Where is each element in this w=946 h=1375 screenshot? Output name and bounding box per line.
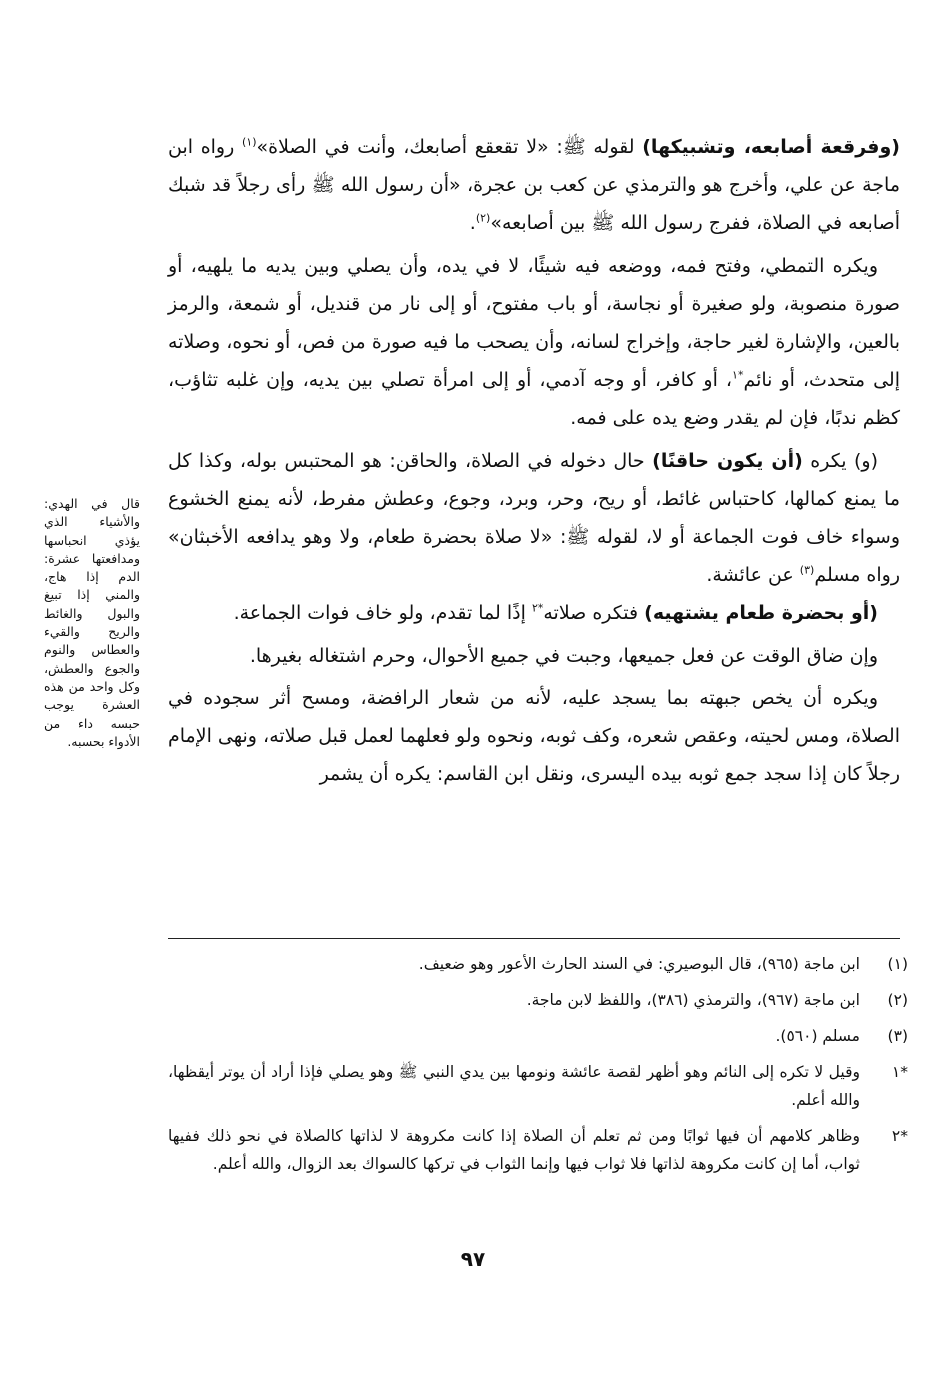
footnote-number: (١) [887, 955, 908, 973]
page-number: ٩٧ [460, 1247, 486, 1271]
footnote-text: مسلم (٥٦٠). [775, 1027, 860, 1045]
main-text [168, 128, 900, 793]
footnote-ref: (١) [241, 135, 257, 149]
bold-heading: (أن يكون حاقنًا) [652, 449, 803, 472]
bold-heading: (أو بحضرة طعام يشتهيه) [644, 602, 878, 625]
paragraph-2: ويكره التمطي، وفتح فمه، ووضعه فيه شيئًا، لا في يده، وأن يصلي وبين يديه ما يلهيه، أو صورة منصوبة، ولو صغيرة أو نجاسة، أو باب مفتوح، أو إلى نار من قنديل، أو شمعة، والرمز بالعين، والإشارة لغير حاجة، وإخراج لسانه، وأن يصحب ما فيه صورة من فص، أو نحوه، وصلاته إلى متحدث، أو نائم$^{*١}$، أو كافر، أو وجه آدمي، أو إلى امرأة تصلي بين يديه، وإن غلبه تثاؤب، كظم ندبًا، فإن لم يقدر وضع يده على فمه. [168, 254, 900, 430]
footnote-text: وظاهر كلامهم أن فيها ثوابًا ومن ثم تعلم أن الصلاة إذا كانت مكروهة لا لذاتها كالصلاة في نحو ذلك ففيها ثواب، أما إن كانت مكروهة لذاتها فلا ثواب فيها وإنما الثواب في تركها كالسواك بعد الزوال، والله أعلم. [168, 1127, 860, 1173]
paragraph-4: (أو بحضرة طعام يشتهيه) فتكره صلاته$^{*٢}$ إذًا لما تقدم، ولو خاف فوات الجماعة. [233, 602, 878, 625]
paragraph-3: (و) يكره (أن يكون حاقنًا) حال دخوله في الصلاة، والحاقن: هو المحتبس بوله، وكذا كل ما يمنع كمالها، كاحتباس غائط، أو ريح، وحر، وبرد، وجوع، وعطش مفرط، لأنه يمنع الخشوع وسواء خاف فوت الجماعة أو لا، لقوله ﷺ: «لا صلاة بحضرة طعام، ولا وهو يدافعه الأخبثان» رواه مسلم$^{(٣)}$ عن عائشة. [168, 449, 900, 587]
paragraph-6: ويكره أن يخص جبهته بما يسجد عليه، لأنه من شعار الرافضة، ومسح أثر سجوده في الصلاة، ومس لحيته، وعقص شعره، وكف ثوبه، ونحوه ولو فعلهما لعمل قبل صلاته، ونهى الإمام رجلاً كان إذا سجد جمع ثوبه بيده اليسرى، ونقل ابن القاسم: يكره أن يشمر [168, 686, 900, 786]
paragraph-1: (وفرقعة أصابعه، وتشبيكها) لقوله ﷺ: «لا تقعقع أصابعك، وأنت في الصلاة»$^{(١)}$ رواه ابن ماجة عن علي، وأخرج هو والترمذي عن كعب بن عجرة، «أن رسول الله ﷺ رأى رجلاً قد شبك أصابعه في الصلاة، ففرج رسول الله ﷺ بين أصابعه»$^{(٢)}$. [168, 135, 900, 235]
footnote-item [168, 1022, 908, 1050]
footnote-number: (٢) [887, 991, 908, 1009]
footnote-ref: *١ [732, 368, 744, 382]
footnote-item [168, 1058, 908, 1114]
footnote-item [168, 986, 908, 1014]
bold-heading: (وفرقعة أصابعه، وتشبيكها) [642, 136, 900, 158]
footnote-text: ابن ماجة (٩٦٥)، قال البوصيري: في السند الحارث الأعور وهو ضعيف. [418, 955, 860, 973]
footnote-number: *٢ [891, 1127, 908, 1145]
footnote-ref: (٢) [475, 212, 491, 226]
margin-note: قال في الهدي: والأشياء الذي يؤذي انحباسها ومدافعتها عشرة: الدم إذا هاج، والمني إذا تبيغ والبول والغائط والريح والقيء والعطاس والنوم والجوع والعطش، وكل واحد من هذه العشرة يوجب حبسه داء من الأدواء بحسبه. [44, 496, 140, 749]
paragraph-5: وإن ضاق الوقت عن فعل جميعها، وجبت في جميع الأحوال، وحرم اشتغاله بغيرها. [249, 644, 878, 667]
footnote-ref: (٣) [799, 563, 815, 577]
footnote-number: *١ [891, 1063, 908, 1081]
footnote-ref: *٢ [531, 602, 544, 616]
footnote-item [168, 950, 908, 978]
footnote-text: ابن ماجة (٩٦٧)، والترمذي (٣٨٦)، واللفظ لابن ماجة. [526, 991, 860, 1009]
footnotes [168, 950, 908, 1186]
footnote-number: (٣) [887, 1027, 908, 1045]
footnote-divider [168, 938, 900, 939]
footnote-item [168, 1122, 908, 1178]
footnote-text: وقيل لا تكره إلى النائم وهو أظهر لقصة عائشة ونومها بين يدي النبي ﷺ وهو يصلي فإذا أراد أن يوتر أيقظها، والله أعلم. [168, 1063, 860, 1109]
